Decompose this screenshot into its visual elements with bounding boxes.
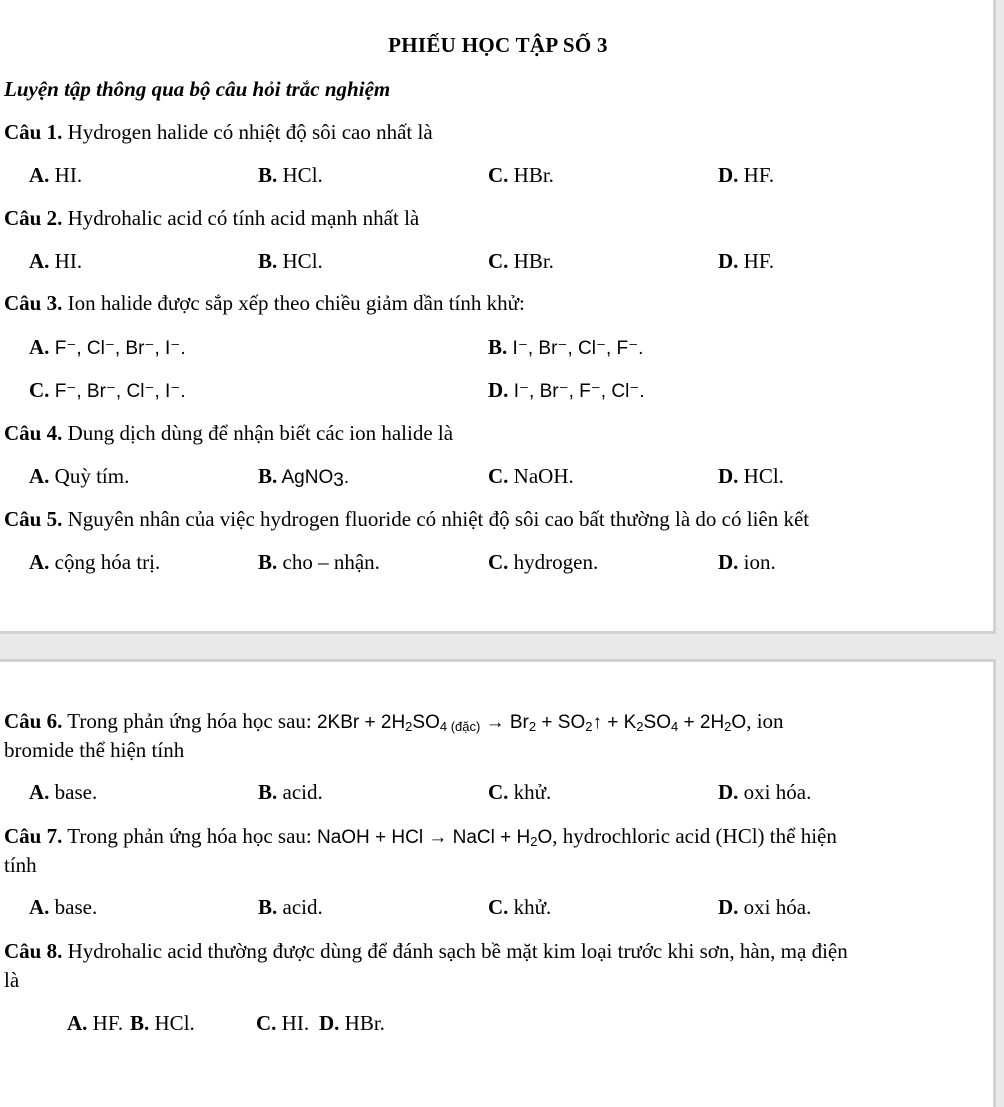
question-6-continued: bromide thể hiện tính [4,738,185,762]
option-c[interactable]: C. khử. [488,780,552,804]
option-a[interactable]: A. F⁻, Cl⁻, Br⁻, I⁻. [29,335,186,359]
question-7-continued: tính [4,853,37,877]
option-d[interactable]: D. oxi hóa. [718,780,812,804]
question-number: Câu 1. [4,120,63,144]
option-d[interactable]: D. I⁻, Br⁻, F⁻, Cl⁻. [488,378,645,402]
worksheet-subtitle: Luyện tập thông qua bộ câu hỏi trắc nghiệm [4,77,391,101]
option-b[interactable]: B. AgNO$_3$. [258,464,350,491]
question-text: Hydrohalic acid thường được dùng để đánh sạch bề mặt kim loại trước khi sơn, hàn, mạ điện [62,939,848,963]
option-c[interactable]: C. HBr. [488,163,554,187]
chemical-equation: $2KBr + 2H_2SO_4$ (đặc) → $Br_2$ + $SO_2↑ + K_2SO_4 + 2H_2O$ [316,712,747,734]
option-a[interactable]: A. HI. [29,163,83,187]
question-8-continued: là [4,968,20,992]
question-number: Câu 8. [4,939,63,963]
question-text: Ion halide được sắp xếp theo chiều giảm dần tính khử: [62,291,525,315]
question-number: Câu 6. [4,709,63,733]
option-a[interactable]: A. Quỳ tím. [29,464,130,488]
option-d[interactable]: D. ion. [718,550,776,574]
question-7: Câu 7. Trong phản ứng hóa học sau: NaOH + HCl → NaCl + $H_2O$, hydrochloric acid (HCl) thể hiện [4,824,837,849]
option-b[interactable]: B. HCl. [258,163,323,187]
chemical-equation: NaOH + HCl → NaCl + $H_2O$ [316,827,553,849]
option-b[interactable]: B. I⁻, Br⁻, Cl⁻, F⁻. [488,335,644,359]
question-4 [4,420,453,446]
question-text: Nguyên nhân của việc hydrogen fluoride có nhiệt độ sôi cao bất thường là do có liên kết [62,507,810,531]
option-b[interactable]: B. cho – nhận. [258,550,380,574]
option-a[interactable]: A. cộng hóa trị. [29,550,161,574]
option-b[interactable]: B. acid. [258,780,323,804]
option-b[interactable]: B. HCl. [258,249,323,273]
option-a[interactable]: A. HI. [29,249,83,273]
option-c[interactable]: C. HBr. [488,249,554,273]
option-a[interactable]: A. base. [29,895,98,919]
question-number: Câu 4. [4,421,63,445]
question-8 [4,938,848,964]
question-text: Hydrogen halide có nhiệt độ sôi cao nhất là [62,120,433,144]
question-5 [4,506,809,532]
question-text: Dung dịch dùng để nhận biết các ion halide là [62,421,454,445]
question-number: Câu 5. [4,507,63,531]
option-d[interactable]: D. oxi hóa. [718,895,812,919]
option-d[interactable]: D. HF. [718,163,775,187]
option-c[interactable]: C. hydrogen. [488,550,599,574]
option-c[interactable]: C. F⁻, Br⁻, Cl⁻, I⁻. [29,378,186,402]
question-2 [4,205,419,231]
question-6: Câu 6. Trong phản ứng hóa học sau: $2KBr + 2H_2SO_4$ (đặc) → $Br_2$ + $SO_2↑ + K_2SO_4 + 2H_2O$, ion [4,709,784,734]
question-1 [4,119,433,145]
option-b[interactable]: B. HCl. [130,1011,195,1035]
option-a[interactable]: A. HF. [67,1011,124,1035]
worksheet-title: PHIẾU HỌC TẬP SỐ 3 [388,33,608,57]
option-b[interactable]: B. acid. [258,895,323,919]
option-a[interactable]: A. base. [29,780,98,804]
option-d[interactable]: D. HBr. [319,1011,385,1035]
option-c[interactable]: C. HI. [256,1011,310,1035]
option-c[interactable]: C. NaOH. [488,464,574,488]
option-d[interactable]: D. HF. [718,249,775,273]
question-text: Hydrohalic acid có tính acid mạnh nhất là [62,206,420,230]
question-3 [4,290,525,316]
question-number: Câu 7. [4,824,63,848]
question-number: Câu 3. [4,291,63,315]
document-page-2 [0,659,996,1107]
question-number: Câu 2. [4,206,63,230]
option-d[interactable]: D. HCl. [718,464,784,488]
option-c[interactable]: C. khử. [488,895,552,919]
